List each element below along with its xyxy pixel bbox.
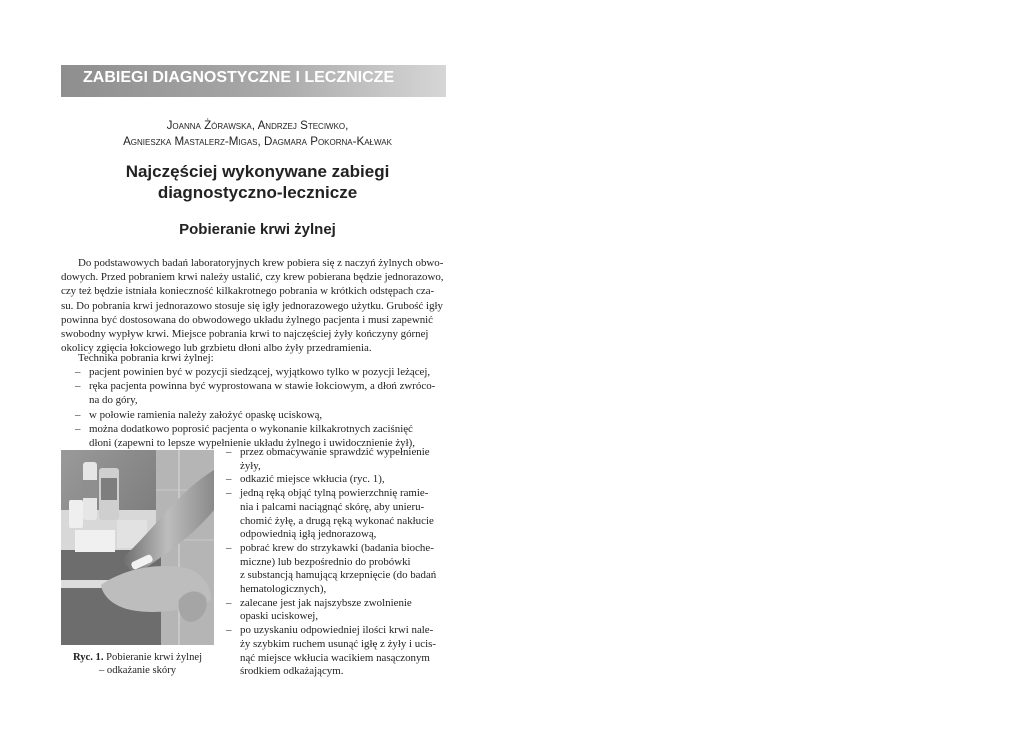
paragraph-line: czy też będzie istniała konieczność kilkakrotnego pobrania w krótkich odstępach cza- [61,285,435,298]
figure-caption-line-2: – odkażanie skóry [98,665,177,676]
list-item-line: ży szybkim ruchem usunąć igłę z żyły i ucis- [240,637,436,650]
list-item-line: można dodatkowo poprosić pacjenta o wykonanie kilkakrotnych zaciśnięć [89,422,413,435]
list-item-line: przez obmacywanie sprawdzić wypełnienie [240,446,430,458]
list-item-line: żyły, [240,459,261,472]
list-bullet: – [226,624,232,637]
paragraph-line: okolicy zgięcia łokciowego lub grzbietu dłoni albo żyły przedramienia. [61,342,372,355]
list-bullet: – [226,487,232,500]
list-item-line: pacjent powinien być w pozycji siedzącej, wyjątkowo tylko w pozycji leżącej, [89,366,431,378]
list-bullet: – [226,541,232,554]
list-item-line: dłoni (zapewni to lepsze wypełnienie układu żylnego i uwidocznienie żył), [89,437,416,450]
list-item-line: z substancją hamującą krzepnięcie (do badań [240,569,437,582]
authors-line-1: Joanna Żórawska, Andrzej Steciwko, [166,119,349,132]
list-item [226,473,446,487]
banner-title: ZABIEGI DIAGNOSTYCZNE I LECZNICZE [83,69,395,86]
list-bullet: – [226,596,232,609]
list-item [226,597,446,624]
paragraph-line: powinna być dostosowana do obwodowego układu żylnego pacjenta i musi zapewnić [61,313,434,326]
list-intro: Technika pobrania krwi żylnej: [78,352,214,364]
paragraph-line: dowych. Przed pobraniem krwi należy ustalić, czy krew pobierana będzie jednorazowo, [61,271,444,284]
authors [61,118,454,150]
list-item-line: ręka pacjenta powinna być wyprostowana w stawie łokciowym, a dłoń zwróco- [89,380,436,393]
list-item [61,408,446,422]
list-item-line: nia i palcami naciągnąć skórę, aby unieru- [240,500,425,513]
chapter-title-line-1: Najczęściej wykonywane zabiegi [125,162,390,181]
authors-line-2: Agnieszka Mastalerz-Migas, Dagmara Pokorna-Kałwak [123,135,392,148]
chapter-title-line-2: diagnostyczno-lecznicze [157,183,358,202]
section-title: Pobieranie krwi żylnej [179,221,336,238]
list-item-line: pobrać krew do strzykawki (badania bioche- [240,541,434,554]
list-item [226,542,446,597]
technique-list-right [226,446,446,679]
paragraph-line: Do podstawowych badań laboratoryjnych krew pobiera się z naczyń żylnych obwo- [78,257,444,269]
list-item-line: po uzyskaniu odpowiedniej ilości krwi nale- [240,624,434,637]
list-bullet: – [75,380,81,393]
blood-draw-photo [61,450,214,645]
list-item [226,446,446,473]
list-item-line: jedną ręką objąć tylną powierzchnię ramie- [240,487,429,500]
list-item-line: chomić żyłę, a drugą ręką wykonać nakłucie [240,514,434,527]
paragraph-line: swobodny wypływ krwi. Miejsce pobrania krwi to najczęściej żyły kończyny górnej [61,328,429,341]
list-bullet: – [75,422,81,435]
list-item-line: na do góry, [89,394,138,407]
list-item-line: zalecane jest jak najszybsze zwolnienie [240,596,412,609]
list-item [61,379,446,407]
figure-caption-line-1: Pobieranie krwi żylnej [106,652,203,663]
list-item [61,365,446,379]
list-item-line: nąć miejsce wkłucia wacikiem nasączonym [240,651,430,664]
list-bullet: – [75,408,81,421]
list-item [226,487,446,542]
paragraph-line: su. Do pobrania krwi jednorazowo stosuje się igły jednorazowego użytku. Grubość igły [61,299,443,312]
chapter-title [61,161,454,203]
list-item-line: środkiem odkażającym. [240,665,344,678]
list-item-line: opaski uciskowej, [240,610,319,623]
list-item-line: odpowiednią igłą jednorazową, [240,528,377,541]
list-item-line: w połowie ramienia należy założyć opaskę uciskową, [89,408,323,421]
intro-paragraph [61,256,446,355]
list-item [226,624,446,679]
figure-label: Ryc. 1. [72,652,104,663]
list-bullet: – [226,473,232,486]
list-bullet: – [226,446,232,458]
figure-photo [61,450,214,645]
section-banner [61,65,446,97]
technique-list-top [61,365,446,450]
list-item-line: hematologicznych), [240,583,327,596]
list-bullet: – [75,366,81,378]
figure-caption [61,651,214,677]
list-item-line: odkazić miejsce wkłucia (ryc. 1), [240,473,385,486]
list-item-line: miczne) lub bezpośrednio do probówki [240,555,411,568]
